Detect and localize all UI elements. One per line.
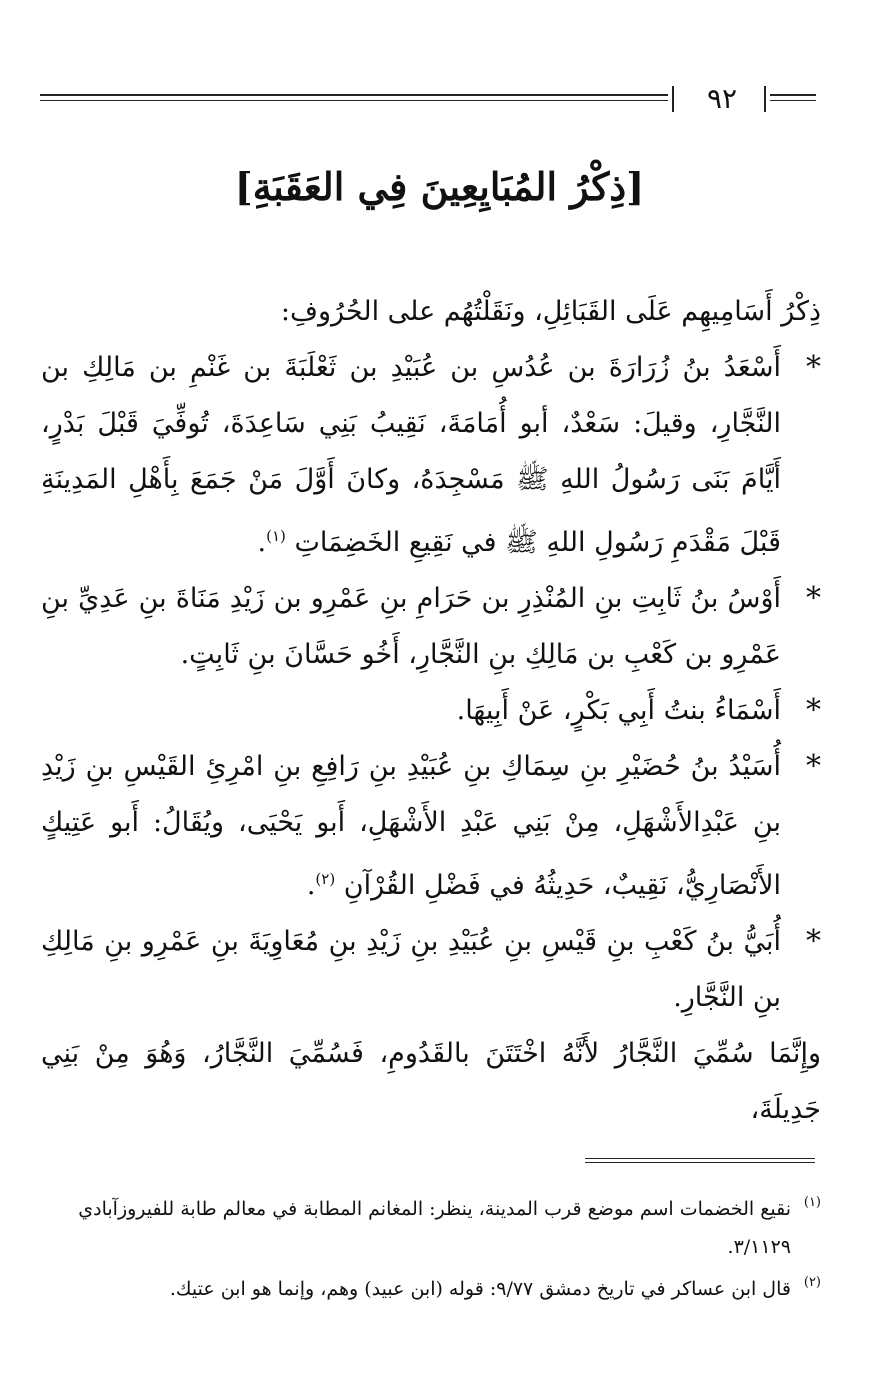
footnote-number: (٢)	[803, 1275, 821, 1290]
footnote-separator	[585, 1158, 815, 1164]
entry-text: أَسْمَاءُ بنتُ أَبِي بَكْرٍ، عَنْ أَبِيهَا.	[456, 695, 781, 726]
header-rule	[770, 94, 816, 104]
page-number: ٩٢	[706, 82, 738, 115]
footnote-reference[interactable]: (٢)	[315, 870, 336, 888]
bullet-marker: *	[806, 581, 821, 616]
running-header	[40, 82, 816, 115]
list-item	[41, 739, 821, 914]
entry-text: أَسْعَدُ بنُ زُرَارَةَ بن عُدُسِ بن عُبَيْدِ بن ثَعْلَبَةَ بن غَنْمِ بن مَالِكِ بن النَّجَّارِ، وقيلَ: سَعْدٌ، أبو أُمَامَةَ، نَقِيبُ بَنِي سَاعِدَةَ، تُوفِّيَ قَبْلَ بَدْرٍ، أَيَّامَ بَنَى رَسُولُ اللهِ ﷺ مَسْجِدَهُ، وكانَ أَوَّلَ مَنْ جَمَعَ بِأَهْلِ المَدِينَةِ قَبْلَ مَقْدَمِ رَسُولِ اللهِ ﷺ في نَقِيعِ الخَضِمَاتِ	[41, 352, 781, 558]
footnote-text: نقيع الخضمات اسم موضع قرب المدينة، ينظر: المغانم المطابة في معالم طابة للفيروزآبادي ٣/١١٢٩.	[78, 1198, 791, 1258]
body-text	[41, 284, 821, 1138]
bullet-marker: *	[806, 749, 821, 784]
chapter-title: [ذِكْرُ المُبَايِعِينَ فِي العَقَبَةِ]	[234, 164, 645, 209]
entry-end: .	[306, 870, 316, 901]
entry-end: .	[257, 527, 267, 558]
intro-line: ذِكْرُ أَسَامِيهِم عَلَى القَبَائِلِ، ونَقَلْتُهُم على الحُرُوفِ:	[280, 296, 821, 327]
entry-text: أُبَيُّ بنُ كَعْبِ بنِ قَيْسِ بنِ عُبَيْدِ بنِ زَيْدِ بنِ مُعَاوِيَةَ بنِ عَمْرِو بنِ مَالِكِ بنِ النَّجَّارِ.	[41, 926, 781, 1013]
entry-text: أَوْسُ بنُ ثَابِتِ بنِ المُنْذِرِ بن حَرَامِ بنِ عَمْرِو بن زَيْدِ مَنَاةَ بنِ عَدِيِّ بنِ عَمْرِو بن كَعْبِ بن مَالِكِ بنِ النَّجَّارِ، أَخُو حَسَّانَ بنِ ثَابِتٍ.	[41, 583, 781, 670]
footnote-reference[interactable]: (١)	[266, 527, 286, 545]
bullet-marker: *	[806, 350, 821, 385]
header-rule	[40, 94, 668, 104]
bullet-marker: *	[806, 924, 821, 959]
entry-text: أُسَيْدُ بنُ حُضَيْرِ بنِ سِمَاكِ بنِ عُبَيْدِ بنِ رَافِعِ بنِ امْرِئِ القَيْسِ بنِ زَيْدِ بنِ عَبْدِالأَشْهَلِ، مِنْ بَنِي عَبْدِ الأَشْهَلِ، أَبو يَحْيَى، ويُقَالُ: أَبو عَتِيكٍ الأَنْصَارِيُّ، نَقِيبٌ، حَدِيثُهُ في فَضْلِ القُرْآنِ	[41, 751, 781, 901]
footnote-text: قال ابن عساكر في تاريخ دمشق ٩/٧٧: قوله (ابن عبيد) وهم، وإنما هو ابن عتيك.	[169, 1278, 791, 1300]
header-divider	[672, 86, 674, 112]
footnote-number: (١)	[803, 1195, 821, 1210]
list-item	[41, 914, 821, 1026]
list-item	[41, 571, 821, 683]
header-divider	[764, 86, 766, 112]
footnotes	[41, 1190, 821, 1312]
bullet-marker: *	[806, 693, 821, 728]
list-item	[41, 340, 821, 571]
footnote	[41, 1270, 821, 1308]
closing-line: وإِنَّمَا سُمِّيَ النَّجَّارُ لأَنَّهُ اخْتَتَنَ بالقَدُومِ، فَسُمِّيَ النَّجَّارُ، وَهُوَ مِنْ بَنِي جَدِيلَةَ،	[41, 1038, 821, 1125]
list-item	[41, 683, 821, 739]
footnote	[41, 1190, 821, 1266]
